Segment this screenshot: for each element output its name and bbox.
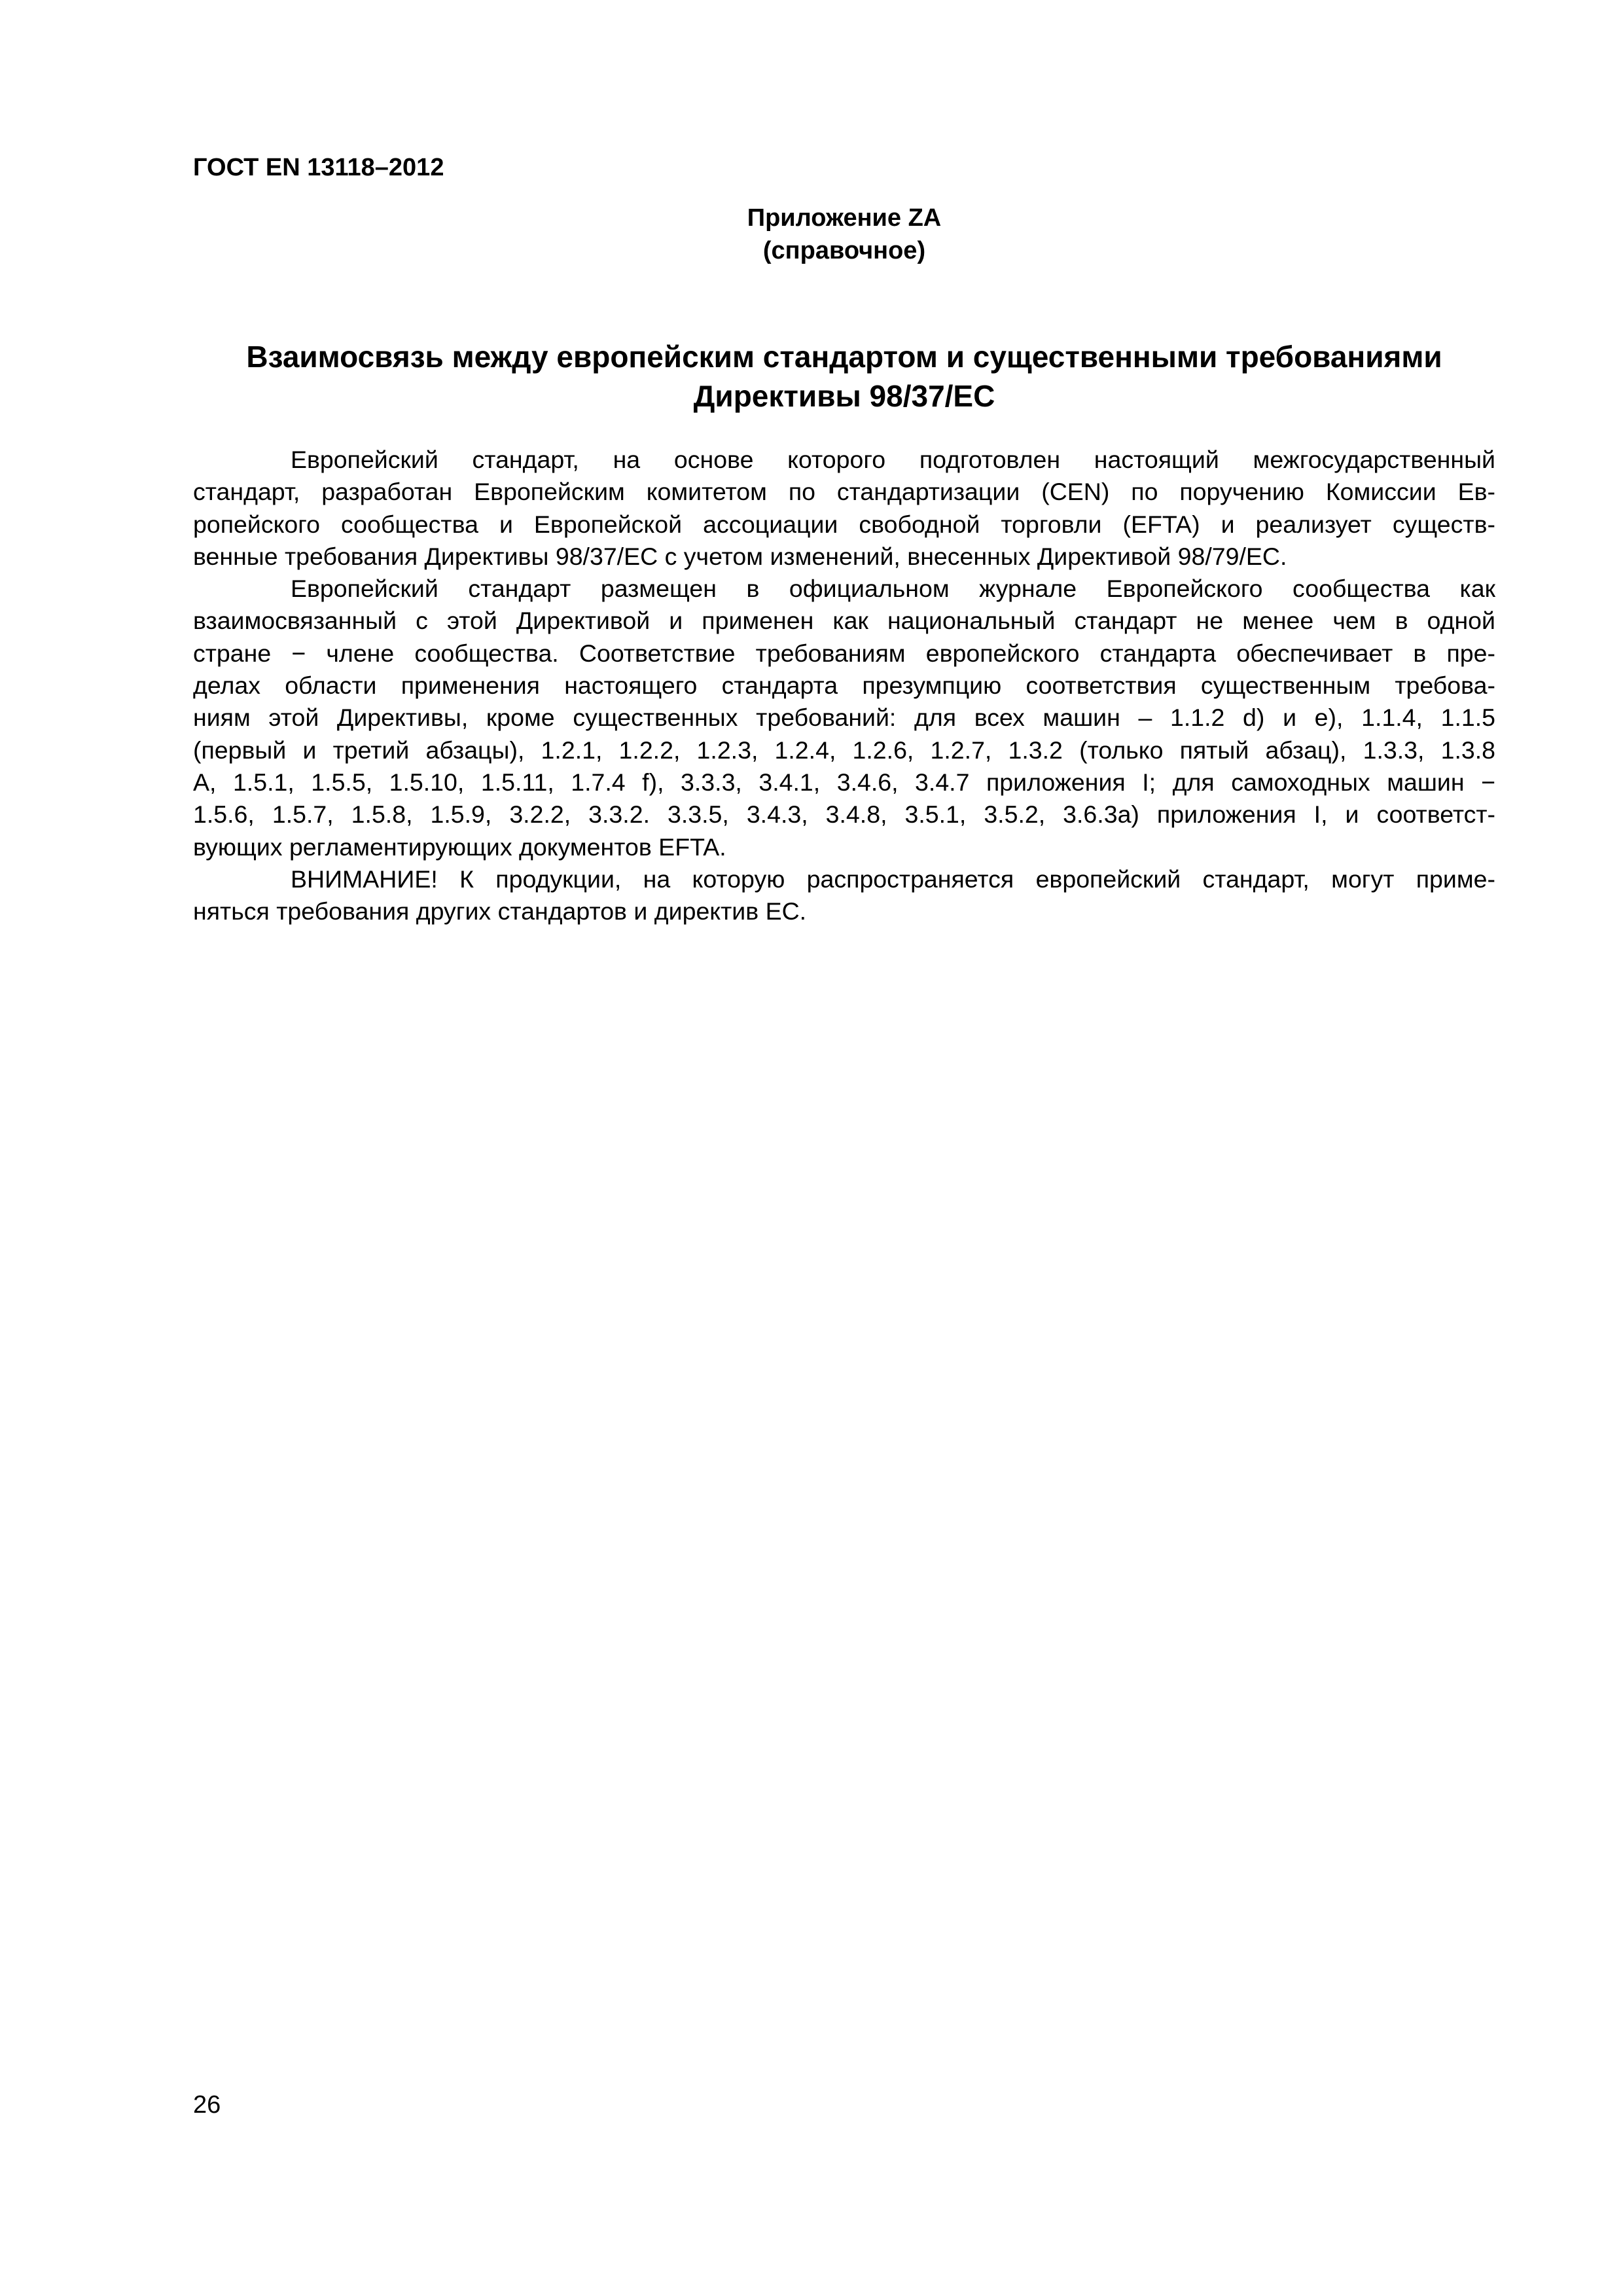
paragraph-1-line: Европейский стандарт, на основе которого подготовлен настоящий межгосударственный (291, 446, 1495, 473)
paragraph-1-line: ропейского сообщества и Европейской ассоциации свободной торговли (EFTA) и реализует существ- (193, 510, 1495, 538)
paragraph-2-line: взаимосвязанный с этой Директивой и применен как национальный стандарт не менее чем в одной (193, 607, 1495, 635)
paragraph-2-line: 1.5.6, 1.5.7, 1.5.8, 1.5.9, 3.2.2, 3.3.2. 3.3.5, 3.4.3, 3.4.8, 3.5.1, 3.5.2, 3.6.3а) приложения I, и соответст- (193, 800, 1495, 829)
page-number: 26 (193, 2091, 221, 2119)
paragraph-2-line: (первый и третий абзацы), 1.2.1, 1.2.2, 1.2.3, 1.2.4, 1.2.6, 1.2.7, 1.3.2 (только пятый абзац), 1.3.3, 1.3.8 (193, 736, 1495, 764)
paragraph-2-line: ниям этой Директивы, кроме существенных требований: для всех машин – 1.1.2 d) и е), 1.1.4, 1.1.5 (193, 704, 1495, 732)
paragraph-2-line: А, 1.5.1, 1.5.5, 1.5.10, 1.5.11, 1.7.4 f), 3.3.3, 3.4.1, 3.4.6, 3.4.7 приложения I; для самоходных машин − (193, 768, 1495, 796)
section-title-line-2: Директивы 98/37/ЕС (693, 379, 995, 413)
paragraph-2-line: вующих регламентирующих документов EFTA. (193, 833, 726, 861)
paragraph-2-line: Европейский стандарт размещен в официальном журнале Европейского сообщества как (291, 575, 1495, 603)
annex-status: (справочное) (762, 237, 926, 264)
paragraph-1-line: венные требования Директивы 98/37/ЕС с учетом изменений, внесенных Директивой 98/79/ЕС. (193, 542, 1287, 570)
paragraph-1-line: стандарт, разработан Европейским комитетом по стандартизации (CEN) по поручению Комиссии Ев- (193, 478, 1495, 506)
section-title (193, 337, 1495, 416)
annex-label: Приложение ZA (747, 204, 942, 232)
document-header-standard-id: ГОСТ EN 13118–2012 (193, 154, 444, 181)
paragraph-3-line: няться требования других стандартов и директив ЕС. (193, 897, 807, 925)
paragraph-2-line: делах области применения настоящего стандарта презумпцию соответствия существенным требова- (193, 672, 1495, 700)
paragraph-2-line: стране − члене сообщества. Соответствие требованиям европейского стандарта обеспечивает в пре- (193, 639, 1495, 667)
body-text (193, 444, 1495, 927)
annex-heading (193, 202, 1495, 267)
paragraph-3-line: ВНИМАНИЕ! К продукции, на которую распространяется европейский стандарт, могут приме- (291, 865, 1495, 893)
section-title-line-1: Взаимосвязь между европейским стандартом и существенными требованиями (246, 340, 1442, 374)
